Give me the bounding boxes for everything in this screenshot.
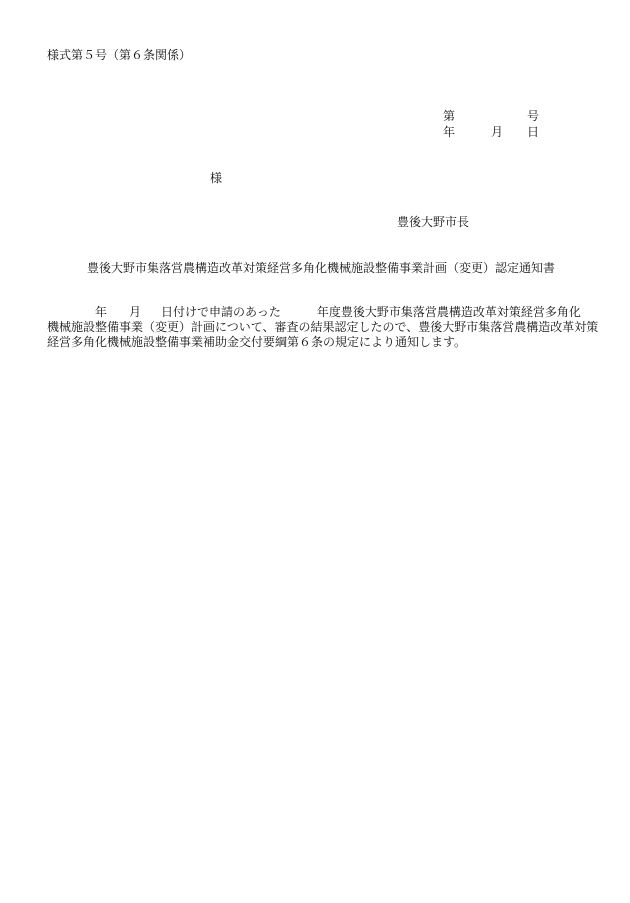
form-label: 様式第５号（第６条関係） [47,48,192,62]
body-line-1 [47,305,581,319]
recipient-honorific: 様 [210,171,223,185]
issuer-name: 豊後大野市長 [397,215,470,229]
body-day-text: 日付けで申請のあった [161,305,281,319]
body-line-2: 機械施設整備事業（変更）計画について、審査の結果認定したので、豊後大野市集落営農構造改革対策 [47,320,599,334]
body-line-1-tail: 年度豊後大野市集落営農構造改革対策経営多角化 [316,305,581,319]
body-line-3: 経営多角化機械施設整備事業補助金交付要綱第６条の規定により通知します。 [47,335,467,349]
document-number-suffix: 号 [527,109,540,123]
body-month-label: 月 [129,305,142,319]
body-year-label: 年 [95,305,108,319]
date-day-label: 日 [527,125,540,139]
date-month-label: 月 [491,125,504,139]
document-title: 豊後大野市集落営農構造改革対策経営多角化機械施設整備事業計画（変更）認定通知書 [87,261,556,275]
date-year-label: 年 [443,125,456,139]
document-number-prefix: 第 [443,109,456,123]
